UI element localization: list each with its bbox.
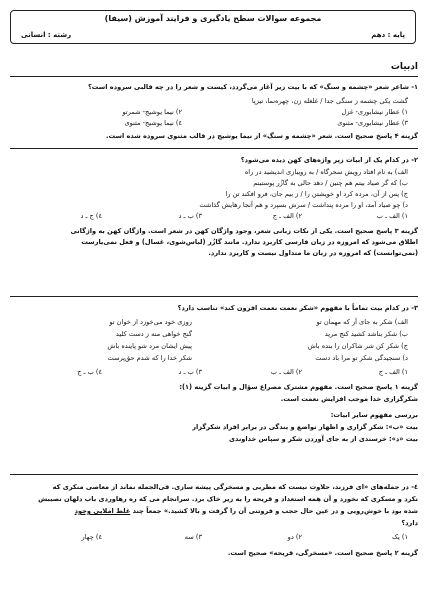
q1-option-2: ٢) نیما یوشیج- شمرتو <box>122 108 182 116</box>
divider <box>10 148 418 149</box>
q1-option-4: ٤) نیما یوشیج- مثنوی <box>124 119 182 127</box>
q2-line-c: ج) پس از آن، مرده کرد او خویشتن را / ز بیم جان، فرو افکند تن را <box>225 190 408 198</box>
header-title: مجموعه سوالات سطح یادگیری و فرایند آموزش (سیفا) <box>104 14 322 23</box>
q3-option-1: ١) الف ـ ج <box>378 368 408 376</box>
q2-answer-3: (نمی‌توانست) که امروزه در زبان ما متداول نیست و کاربرد ندارد. <box>208 249 418 257</box>
q4-text-1: ٤- در جمله‌های «ای فرزند، حلاوت نیست که مطربی و مسخرگی پیشه سازی. فی‌الجمله نماند از معاصی منکری که <box>52 483 418 491</box>
q3-answer-4: بیت «ب»: شکر گزاری و اظهار تواضع و بندگی در برابر افراد شکرگزار <box>192 423 418 431</box>
q3-row-d-left: شکر خدا را که شدم حق‌پرست <box>107 354 192 362</box>
q4-option-1: ١) یک <box>392 533 408 541</box>
q1-text: ١- شاعر شعر «چشمه و سنگ» که با بیت زیر آغاز می‌گردد، کیست و شعر را در چه قالبی سروده است؟ <box>87 83 418 91</box>
q4-option-3: ٣) سه <box>184 533 202 541</box>
q2-text: ٢- در کدام یک از ابیات زیر واژه‌های کهن دیده می‌شود؟ <box>240 156 418 164</box>
q1-answer: گزینه ۴ پاسخ صحیح است. شعر «چشمه و سنگ» از نیما یوشیج در قالب مثنوی سروده شده است. <box>106 132 418 140</box>
divider <box>10 474 418 475</box>
q1-verse: گشت یکی چشمه ز سنگی جدا / غلغله زن، چهره‌نما، تیزپا <box>251 97 408 105</box>
q2-answer-1: گزینه ٣ پاسخ صحیح است. یکی از نکات زبانی شعر، وجود واژگان کهن در شعر است. واژگان کهن به واژگانی <box>70 227 418 235</box>
q2-answer-2: اطلاق می‌شود که امروزه در زبان فارسی کاربرد ندارد. مانند گازُر (لباس‌شوی، غسال) و فعل نمی‌یارست <box>81 238 418 246</box>
section-title: ادبیات <box>390 62 418 72</box>
q4-underline-phrase: غلط املایی وجود <box>74 507 131 515</box>
q3-option-4: ٤) ب ـ ج <box>77 368 102 376</box>
divider <box>10 76 418 77</box>
q4-text-3-main: شده بود با خوش‌رویی و در عین حال حجب و فروتنی آن را گرفت و بالا کشید.» جمعاً چند <box>132 507 418 515</box>
q2-line-a: الف) به نام افتاد رویش سحرگاه / به رویبازی اندیشید در راه <box>244 168 408 176</box>
q3-answer-2: شکرگزاری خدا موجب افزایش نعمت است. <box>280 395 418 403</box>
header-grade: پایه : دهم <box>371 31 405 39</box>
q3-row-c-right: ج) شکر کن شر شاکران را بنده باش <box>307 342 408 350</box>
q3-option-3: ٣) ب ـ د <box>178 368 202 376</box>
q3-answer-1: گزینه ١ پاسخ صحیح است. مفهوم مشترک مصراع سؤال و ابیات گزینه (١): <box>179 383 418 391</box>
q3-row-b-right: ب) شکر بناشد کشید کنج مرید <box>324 330 408 338</box>
q2-line-b: ب) که گر صیاد بیتم هم چنین / دهد حالی به گازُر پوستینم <box>253 179 408 187</box>
q1-option-3: ٣) عطار نیشابوری- مثنوی <box>337 119 408 127</box>
q2-option-4: ٤) ج ـ د <box>80 212 102 220</box>
divider <box>10 296 418 297</box>
q2-option-3: ٣) ب ـ د <box>178 212 202 220</box>
q3-row-d-right: د) سنجیدگی شکر تو مرا باد دست <box>315 354 408 362</box>
q4-option-2: ٢) دو <box>287 533 302 541</box>
q2-option-1: ١) الف ـ ب <box>376 212 408 220</box>
q1-option-1: ١) عطار نیشابوری- غزل <box>341 108 408 116</box>
q4-option-4: ٤) چهار <box>81 533 102 541</box>
q3-text: ٣- در کدام بیت تماماً با مفهوم «شکر نعمت نعمت افزون کند» تناسب دارد؟ <box>177 304 418 312</box>
q2-line-d: د) چو صیاد آمد، او را مرده پنداشت / سرش بسپرد و هم آنجا رهایش گذاشت <box>199 201 408 209</box>
q4-text-3 <box>14 506 418 516</box>
q3-answer-5: بیت «د»: خرسندی از به جای آوردن شکر و سپاس خداوندی <box>228 435 418 443</box>
q4-answer: گزینه ٢ پاسخ صحیح است. «مسخرگی، قریحه» صحیح است. <box>227 549 418 557</box>
q3-answer-3: بررسی مفهوم سایر ابیات: <box>330 411 418 419</box>
q3-row-a-right: الف) شکر به جای آر که مهمان تو <box>316 318 408 326</box>
q3-row-c-left: پیش ایشان مرد شو پاینده باش <box>107 342 192 350</box>
q2-option-2: ٢) الف ـ ج <box>272 212 302 220</box>
q3-row-a-left: روزی خود می‌خورد از خوان تو <box>109 318 192 326</box>
header-field: رشته : انسانی <box>21 31 72 39</box>
q3-row-b-left: گنج خواهی منه ز دست کلید <box>115 330 192 338</box>
header-box <box>10 10 416 44</box>
q4-text-2: نکرد و مسکری که نخورد و آن همه استعداد و قریحه را به زیر خاک برد. سرانجام می که ره رهاوردی باب دلهان نصیبش <box>38 495 418 503</box>
q3-option-2: ٢) الف ـ ب <box>270 368 302 376</box>
q4-text-4: دارد؟ <box>401 519 418 527</box>
